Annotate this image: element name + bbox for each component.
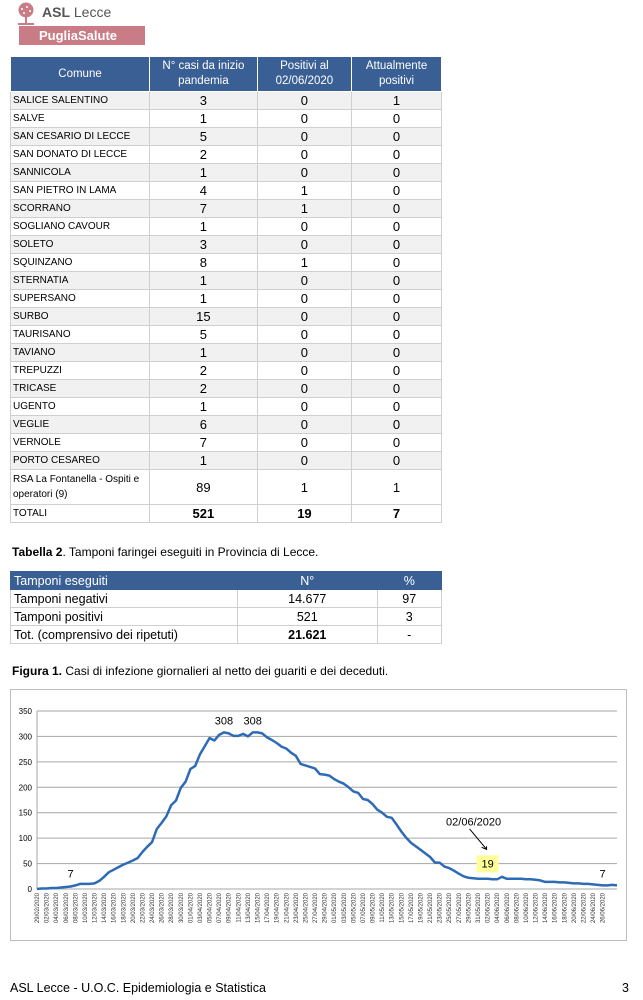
y-tick-label: 100 [18, 834, 32, 844]
cell-comune: SOGLIANO CAVOUR [11, 218, 150, 236]
x-tick-label: 13/05/2020 [389, 893, 396, 924]
row-label: Tot. (comprensivo dei ripetuti) [11, 626, 238, 644]
cell-attuali: 0 [352, 254, 442, 272]
cell-positivi-data: 0 [257, 146, 351, 164]
cell-casi: 7 [150, 434, 258, 452]
x-tick-label: 23/04/2020 [293, 893, 300, 924]
table-row [11, 326, 442, 344]
chart-container [10, 689, 627, 941]
data-label: 7 [67, 868, 74, 881]
x-tick-label: 29/02/2020 [35, 893, 41, 924]
cell-positivi-data: 0 [257, 290, 351, 308]
cell-positivi-data: 0 [257, 92, 351, 110]
row-n: 521 [238, 608, 378, 626]
cell-comune: VERNOLE [11, 434, 150, 452]
row-pct: 97 [377, 590, 441, 608]
x-tick-label: 02/06/2020 [485, 893, 492, 924]
cell-comune: SQUINZANO [11, 254, 150, 272]
row-pct: 3 [377, 608, 441, 626]
cell-attuali: 0 [352, 110, 442, 128]
cell-casi: 521 [150, 505, 258, 523]
cell-positivi-data: 0 [257, 164, 351, 182]
x-tick-label: 10/06/2020 [523, 893, 530, 924]
cell-positivi-data: 1 [257, 182, 351, 200]
cell-positivi-data: 0 [257, 344, 351, 362]
y-tick-label: 300 [18, 732, 32, 742]
x-tick-label: 10/03/2020 [82, 893, 89, 924]
cell-casi: 5 [150, 326, 258, 344]
cell-casi: 1 [150, 344, 258, 362]
cell-positivi-data: 0 [257, 362, 351, 380]
row-label: Tamponi negativi [11, 590, 238, 608]
x-tick-label: 24/06/2020 [591, 893, 598, 924]
data-label: 19 [481, 858, 494, 871]
x-tick-label: 31/05/2020 [475, 893, 482, 924]
cell-casi: 15 [150, 308, 258, 326]
cell-positivi-data: 0 [257, 110, 351, 128]
cell-comune: VEGLIE [11, 416, 150, 434]
table-row [11, 608, 442, 626]
cell-comune: SALICE SALENTINO [11, 92, 150, 110]
x-tick-label: 03/05/2020 [341, 893, 348, 924]
table2-caption: Tabella 2. Tamponi faringei eseguiti in Provincia di Lecce. [12, 545, 319, 559]
figure1-caption: Figura 1. Casi di infezione giornalieri al netto dei guariti e dei deceduti. [12, 664, 389, 678]
y-tick-label: 250 [18, 757, 32, 767]
table-row [11, 380, 442, 398]
cell-comune: TAVIANO [11, 344, 150, 362]
x-tick-label: 25/04/2020 [303, 893, 310, 924]
cell-casi: 2 [150, 380, 258, 398]
cell-attuali: 0 [352, 308, 442, 326]
x-tick-label: 20/03/2020 [130, 893, 137, 924]
table-header-row [11, 57, 442, 92]
cell-casi: 1 [150, 218, 258, 236]
cell-attuali: 0 [352, 218, 442, 236]
cell-casi: 1 [150, 290, 258, 308]
table-row [11, 200, 442, 218]
y-tick-label: 350 [18, 707, 32, 716]
callout-arrow [470, 829, 487, 849]
row-pct: - [377, 626, 441, 644]
x-tick-label: 09/05/2020 [370, 893, 377, 924]
cell-comune: SURBO [11, 308, 150, 326]
cell-positivi-data: 0 [257, 398, 351, 416]
cell-comune: SOLETO [11, 236, 150, 254]
table-row [11, 452, 442, 470]
data-label: 7 [599, 868, 606, 881]
total-row [11, 505, 442, 523]
tree-icon [16, 2, 36, 26]
cell-casi: 6 [150, 416, 258, 434]
cell-attuali: 0 [352, 236, 442, 254]
cell-comune: STERNATIA [11, 272, 150, 290]
x-tick-label: 27/05/2020 [456, 893, 463, 924]
cell-casi: 3 [150, 236, 258, 254]
comuni-table [10, 56, 442, 523]
cell-attuali: 0 [352, 200, 442, 218]
x-tick-label: 16/03/2020 [111, 893, 118, 924]
table-row [11, 92, 442, 110]
x-tick-label: 04/03/2020 [54, 893, 61, 924]
x-tick-label: 28/03/2020 [169, 893, 176, 924]
x-tick-label: 11/04/2020 [236, 893, 243, 923]
cell-casi: 1 [150, 272, 258, 290]
table-row [11, 470, 442, 505]
x-tick-label: 13/04/2020 [245, 893, 252, 924]
cell-casi: 89 [150, 470, 258, 505]
x-tick-label: 15/05/2020 [399, 893, 406, 924]
cell-positivi-data: 0 [257, 308, 351, 326]
x-tick-label: 03/04/2020 [197, 893, 204, 924]
cell-casi: 1 [150, 110, 258, 128]
x-tick-label: 29/05/2020 [466, 893, 473, 924]
cell-attuali: 0 [352, 398, 442, 416]
table-row [11, 344, 442, 362]
cell-positivi-data: 0 [257, 128, 351, 146]
cell-attuali: 0 [352, 182, 442, 200]
cell-comune: TOTALI [11, 505, 150, 523]
x-tick-label: 08/03/2020 [73, 893, 80, 924]
x-tick-label: 12/06/2020 [533, 893, 540, 924]
cell-positivi-data: 19 [257, 505, 351, 523]
cell-positivi-data: 0 [257, 416, 351, 434]
table-row [11, 308, 442, 326]
x-tick-label: 26/06/2020 [600, 893, 607, 924]
x-tick-label: 05/04/2020 [207, 893, 214, 924]
x-tick-label: 20/06/2020 [571, 893, 578, 924]
cell-attuali: 0 [352, 416, 442, 434]
cell-positivi-data: 0 [257, 434, 351, 452]
x-tick-label: 24/03/2020 [150, 893, 157, 924]
x-tick-label: 26/03/2020 [159, 893, 166, 924]
col-pct: % [377, 572, 441, 590]
data-label: 308 [243, 715, 262, 728]
x-tick-label: 06/06/2020 [504, 893, 511, 924]
table-row [11, 362, 442, 380]
col-positivi-data: Positivi al 02/06/2020 [257, 57, 351, 92]
cell-casi: 1 [150, 164, 258, 182]
cell-attuali: 0 [352, 272, 442, 290]
x-tick-label: 21/05/2020 [428, 893, 435, 924]
x-tick-label: 23/05/2020 [437, 893, 444, 924]
cell-attuali: 0 [352, 362, 442, 380]
table-row [11, 626, 442, 644]
table-row [11, 182, 442, 200]
cell-positivi-data: 0 [257, 380, 351, 398]
cell-comune: RSA La Fontanella - Ospiti e operatori (9) [11, 470, 150, 505]
cell-comune: TRICASE [11, 380, 150, 398]
cell-attuali: 0 [352, 452, 442, 470]
table-row [11, 110, 442, 128]
cell-attuali: 0 [352, 434, 442, 452]
x-tick-label: 22/06/2020 [581, 893, 588, 924]
table-row [11, 218, 442, 236]
cell-casi: 1 [150, 452, 258, 470]
cell-attuali: 1 [352, 92, 442, 110]
logo-band: PugliaSalute [19, 26, 145, 45]
footer-text: ASL Lecce - U.O.C. Epidemiologia e Statistica [10, 981, 266, 995]
x-tick-label: 17/04/2020 [265, 893, 272, 924]
cell-comune: SUPERSANO [11, 290, 150, 308]
x-tick-label: 16/06/2020 [552, 893, 559, 924]
x-tick-label: 12/03/2020 [92, 893, 99, 924]
table-row [11, 236, 442, 254]
table-header-row [11, 572, 442, 590]
cell-casi: 1 [150, 398, 258, 416]
cell-attuali: 7 [352, 505, 442, 523]
cell-comune: TAURISANO [11, 326, 150, 344]
x-tick-label: 14/06/2020 [543, 893, 550, 924]
cell-casi: 4 [150, 182, 258, 200]
x-tick-label: 15/04/2020 [255, 893, 262, 924]
table-row [11, 254, 442, 272]
x-tick-label: 22/03/2020 [140, 893, 147, 924]
y-tick-label: 50 [23, 859, 32, 869]
cell-attuali: 0 [352, 380, 442, 398]
x-tick-label: 18/06/2020 [562, 893, 569, 924]
x-tick-label: 27/04/2020 [313, 893, 320, 924]
x-tick-label: 01/04/2020 [188, 893, 195, 924]
x-tick-label: 25/05/2020 [447, 893, 454, 924]
cell-comune: SALVE [11, 110, 150, 128]
cell-comune: SAN PIETRO IN LAMA [11, 182, 150, 200]
cell-comune: SAN CESARIO DI LECCE [11, 128, 150, 146]
x-tick-label: 19/05/2020 [418, 893, 425, 924]
x-tick-label: 09/04/2020 [226, 893, 233, 924]
tamponi-table [10, 571, 442, 644]
table-row [11, 164, 442, 182]
callout-label: 02/06/2020 [446, 816, 502, 829]
table-row [11, 398, 442, 416]
table-row [11, 290, 442, 308]
y-tick-label: 150 [18, 808, 32, 818]
cell-comune: SCORRANO [11, 200, 150, 218]
col-tamponi: Tamponi eseguiti [11, 572, 238, 590]
x-tick-label: 07/05/2020 [360, 893, 367, 924]
cell-positivi-data: 0 [257, 218, 351, 236]
col-attuali: Attualmente positivi [352, 57, 442, 92]
cell-casi: 5 [150, 128, 258, 146]
x-tick-label: 19/04/2020 [274, 893, 281, 924]
cell-casi: 2 [150, 146, 258, 164]
table-row [11, 434, 442, 452]
y-tick-label: 200 [18, 783, 32, 793]
table-row [11, 590, 442, 608]
cell-comune: SAN DONATO DI LECCE [11, 146, 150, 164]
asl-lecce-logo [14, 2, 144, 44]
col-comune: Comune [11, 57, 150, 92]
cell-attuali: 0 [352, 326, 442, 344]
table-row [11, 146, 442, 164]
data-label: 308 [214, 715, 234, 728]
table-row [11, 416, 442, 434]
col-n: N° [238, 572, 378, 590]
x-tick-label: 14/03/2020 [102, 893, 109, 924]
x-tick-label: 02/03/2020 [44, 893, 51, 924]
x-tick-label: 05/05/2020 [351, 893, 358, 924]
cell-positivi-data: 1 [257, 200, 351, 218]
table-row [11, 272, 442, 290]
daily-cases-chart [11, 690, 626, 940]
cell-attuali: 0 [352, 164, 442, 182]
cell-attuali: 1 [352, 470, 442, 505]
cell-positivi-data: 0 [257, 326, 351, 344]
x-tick-label: 29/04/2020 [322, 893, 329, 924]
x-tick-label: 07/04/2020 [217, 893, 224, 924]
x-tick-label: 21/04/2020 [284, 893, 291, 924]
cell-positivi-data: 0 [257, 236, 351, 254]
series-line [37, 732, 617, 889]
cell-positivi-data: 1 [257, 470, 351, 505]
table-row [11, 128, 442, 146]
x-tick-label: 04/06/2020 [495, 893, 502, 924]
cell-attuali: 0 [352, 344, 442, 362]
cell-comune: SANNICOLA [11, 164, 150, 182]
x-tick-label: 18/03/2020 [121, 893, 128, 924]
cell-casi: 8 [150, 254, 258, 272]
cell-attuali: 0 [352, 128, 442, 146]
cell-positivi-data: 0 [257, 272, 351, 290]
cell-comune: UGENTO [11, 398, 150, 416]
row-n: 21.621 [238, 626, 378, 644]
x-tick-label: 30/03/2020 [178, 893, 185, 924]
cell-attuali: 0 [352, 290, 442, 308]
x-tick-label: 01/05/2020 [332, 893, 339, 924]
cell-comune: TREPUZZI [11, 362, 150, 380]
cell-casi: 2 [150, 362, 258, 380]
cell-positivi-data: 1 [257, 254, 351, 272]
cell-casi: 7 [150, 200, 258, 218]
cell-comune: PORTO CESAREO [11, 452, 150, 470]
x-tick-label: 17/05/2020 [408, 893, 415, 924]
row-n: 14.677 [238, 590, 378, 608]
x-tick-label: 11/05/2020 [380, 893, 387, 923]
cell-attuali: 0 [352, 146, 442, 164]
logo-title: ASL Lecce [42, 4, 112, 20]
x-tick-label: 08/06/2020 [514, 893, 521, 924]
col-casi: N° casi da inizio pandemia [150, 57, 258, 92]
row-label: Tamponi positivi [11, 608, 238, 626]
x-tick-label: 06/03/2020 [63, 893, 70, 924]
y-tick-label: 0 [27, 885, 32, 894]
cell-casi: 3 [150, 92, 258, 110]
page-number: 3 [622, 981, 629, 995]
cell-positivi-data: 0 [257, 452, 351, 470]
